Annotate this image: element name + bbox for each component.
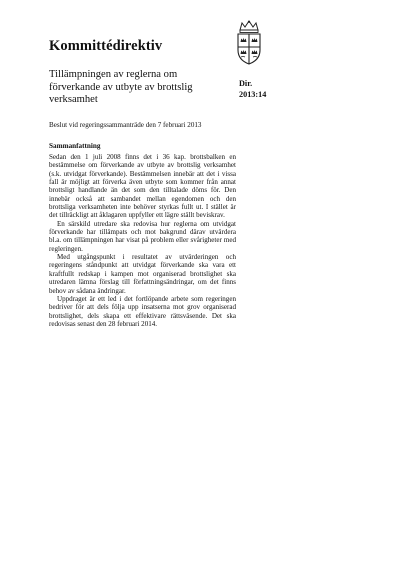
- decision-line: Beslut vid regeringssammanträde den 7 februari 2013: [49, 121, 202, 129]
- document-subtitle: Tillämpningen av reglerna om förverkande av utbyte av brottslig verksamhet: [49, 69, 193, 105]
- directive-number: 2013:14: [239, 89, 267, 99]
- summary-paragraph: Sedan den 1 juli 2008 finns det i 36 kap. brottsbalken en bestämmelse om förverkande av utbyte av brottslig verksamhet (s.k. utvidgat förverkande). Bestämmelsen innebär att det i vissa fall är möjligt att förverka även utbyte som kommer från annat brottsligt handlande än det som den tilltalade döms för. Den innebär också att sambandet mellan egendomen och den brottsliga verksamheten inte behöver styrkas fullt ut. I stället är det tillräckligt att åklagaren uppfyller ett lägre ställt beviskrav.: [49, 153, 236, 220]
- summary-paragraph: Uppdraget är ett led i det fortlöpande arbete som regeringen bedriver för att dels följa upp insatserna mot grov organiserad brottslighet, dels skapa ett effektivare rättsväsende. Det ska redovisas senast den 28 februari 2014.: [49, 294, 236, 328]
- summary-body: [49, 153, 236, 328]
- directive-number-block: [239, 79, 266, 100]
- directive-label: Dir.: [239, 79, 253, 88]
- swedish-coat-of-arms-icon: [232, 20, 266, 66]
- document-title: Kommittédirektiv: [49, 38, 163, 54]
- section-heading-summary: Sammanfattning: [49, 142, 101, 150]
- summary-paragraph: Med utgångspunkt i resultatet av utvärderingen och regeringens ståndpunkt att utvidgat förverkande ska vara ett kraftfullt redskap i kampen mot organiserad brottslighet ska utredaren lämna förslag till författningsändringar, om det finns behov av sådana ändringar.: [49, 253, 236, 295]
- summary-paragraph: En särskild utredare ska redovisa hur reglerna om utvidgat förverkande har tillämpats och mot bakgrund därav utvärdera bl.a. om tillämpningen har visat på problem eller svårigheter med regleringen.: [49, 219, 236, 253]
